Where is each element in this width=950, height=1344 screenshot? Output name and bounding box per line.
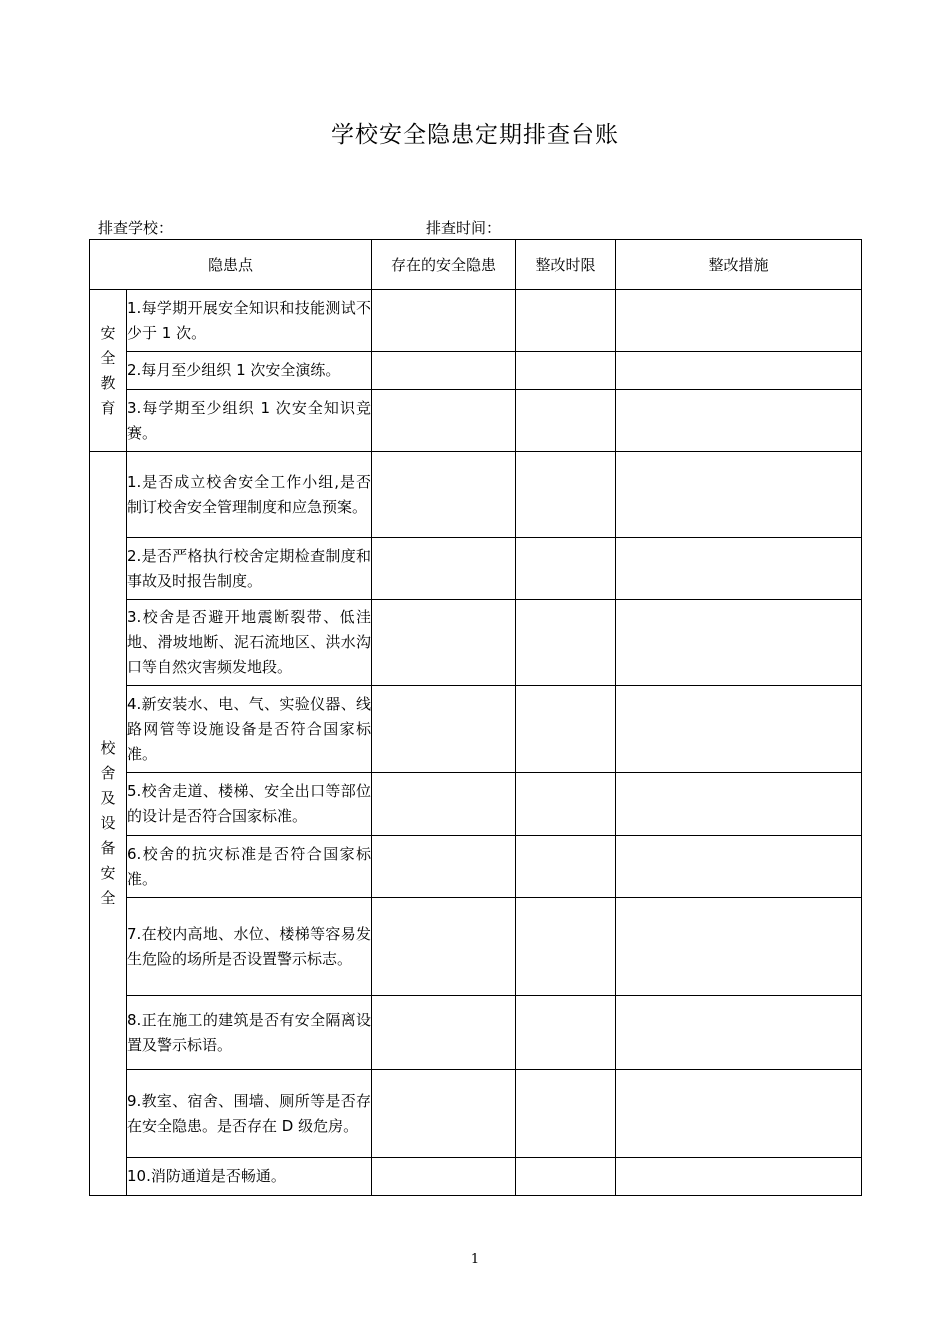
deadline-cell[interactable] — [516, 773, 616, 836]
page-title: 学校安全隐患定期排查台账 — [331, 122, 619, 148]
measures-cell[interactable] — [616, 996, 862, 1070]
deadline-cell[interactable] — [516, 996, 616, 1070]
header-deadline: 整改时限 — [516, 240, 616, 290]
hazard-item: 3.每学期至少组织 1 次安全知识竞赛。 — [127, 390, 372, 452]
hazard-item: 10.消防通道是否畅通。 — [127, 1158, 372, 1196]
hazard-item: 7.在校内高地、水位、楼梯等容易发生危险的场所是否设置警示标志。 — [127, 898, 372, 996]
existing-hazard-cell[interactable] — [372, 538, 516, 600]
measures-cell[interactable] — [616, 1158, 862, 1196]
deadline-cell[interactable] — [516, 538, 616, 600]
measures-cell[interactable] — [616, 390, 862, 452]
hazard-item: 2.每月至少组织 1 次安全演练。 — [127, 352, 372, 390]
existing-hazard-cell[interactable] — [372, 452, 516, 538]
existing-hazard-cell[interactable] — [372, 1070, 516, 1158]
measures-cell[interactable] — [616, 600, 862, 686]
table-row — [90, 452, 862, 538]
measures-cell[interactable] — [616, 773, 862, 836]
measures-cell[interactable] — [616, 352, 862, 390]
table-row — [90, 836, 862, 898]
page-number: 1 — [470, 1252, 480, 1267]
measures-cell[interactable] — [616, 1070, 862, 1158]
hazard-item: 6.校舍的抗灾标准是否符合国家标准。 — [127, 836, 372, 898]
category-cell — [90, 452, 127, 1196]
category-label: 安全教育 — [100, 323, 116, 417]
measures-cell[interactable] — [616, 538, 862, 600]
header-measures: 整改措施 — [616, 240, 862, 290]
deadline-cell[interactable] — [516, 836, 616, 898]
hazard-item: 3.校舍是否避开地震断裂带、低洼地、滑坡地断、泥石流地区、洪水沟口等自然灾害频发地段。 — [127, 600, 372, 686]
deadline-cell[interactable] — [516, 390, 616, 452]
existing-hazard-cell[interactable] — [372, 836, 516, 898]
hazard-item: 5.校舍走道、楼梯、安全出口等部位的设计是否符合国家标准。 — [127, 773, 372, 836]
hazard-item: 2.是否严格执行校舍定期检查制度和事故及时报告制度。 — [127, 538, 372, 600]
existing-hazard-cell[interactable] — [372, 996, 516, 1070]
category-cell — [90, 290, 127, 452]
school-label: 排查学校： — [98, 219, 174, 237]
table-row — [90, 538, 862, 600]
hazard-item: 9.教室、宿舍、围墙、厕所等是否存在安全隐患。是否存在 D 级危房。 — [127, 1070, 372, 1158]
header-existing-hazard: 存在的安全隐患 — [372, 240, 516, 290]
hazard-item: 1.是否成立校舍安全工作小组,是否制订校舍安全管理制度和应急预案。 — [127, 452, 372, 538]
table-row — [90, 1070, 862, 1158]
inspection-time-label: 排查时间： — [426, 219, 502, 237]
table-row — [90, 352, 862, 390]
table-row — [90, 686, 862, 773]
existing-hazard-cell[interactable] — [372, 390, 516, 452]
existing-hazard-cell[interactable] — [372, 686, 516, 773]
measures-cell[interactable] — [616, 452, 862, 538]
existing-hazard-cell[interactable] — [372, 898, 516, 996]
measures-cell[interactable] — [616, 290, 862, 352]
deadline-cell[interactable] — [516, 1070, 616, 1158]
table-row — [90, 996, 862, 1070]
header-hazard-point: 隐患点 — [90, 240, 372, 290]
measures-cell[interactable] — [616, 898, 862, 996]
table-row — [90, 600, 862, 686]
deadline-cell[interactable] — [516, 352, 616, 390]
table-row — [90, 390, 862, 452]
inspection-ledger-table — [89, 239, 862, 1196]
hazard-item: 4.新安装水、电、气、实验仪器、线路网管等设施设备是否符合国家标准。 — [127, 686, 372, 773]
measures-cell[interactable] — [616, 686, 862, 773]
deadline-cell[interactable] — [516, 600, 616, 686]
deadline-cell[interactable] — [516, 898, 616, 996]
existing-hazard-cell[interactable] — [372, 1158, 516, 1196]
deadline-cell[interactable] — [516, 1158, 616, 1196]
header-row — [90, 240, 862, 290]
existing-hazard-cell[interactable] — [372, 600, 516, 686]
hazard-item: 8.正在施工的建筑是否有安全隔离设置及警示标语。 — [127, 996, 372, 1070]
measures-cell[interactable] — [616, 836, 862, 898]
existing-hazard-cell[interactable] — [372, 290, 516, 352]
category-label: 校舍及设备安全 — [100, 739, 116, 907]
table-row — [90, 773, 862, 836]
existing-hazard-cell[interactable] — [372, 352, 516, 390]
existing-hazard-cell[interactable] — [372, 773, 516, 836]
deadline-cell[interactable] — [516, 452, 616, 538]
table-row — [90, 290, 862, 352]
table-row — [90, 898, 862, 996]
deadline-cell[interactable] — [516, 290, 616, 352]
deadline-cell[interactable] — [516, 686, 616, 773]
table-row — [90, 1158, 862, 1196]
hazard-item: 1.每学期开展安全知识和技能测试不少于 1 次。 — [127, 290, 372, 352]
